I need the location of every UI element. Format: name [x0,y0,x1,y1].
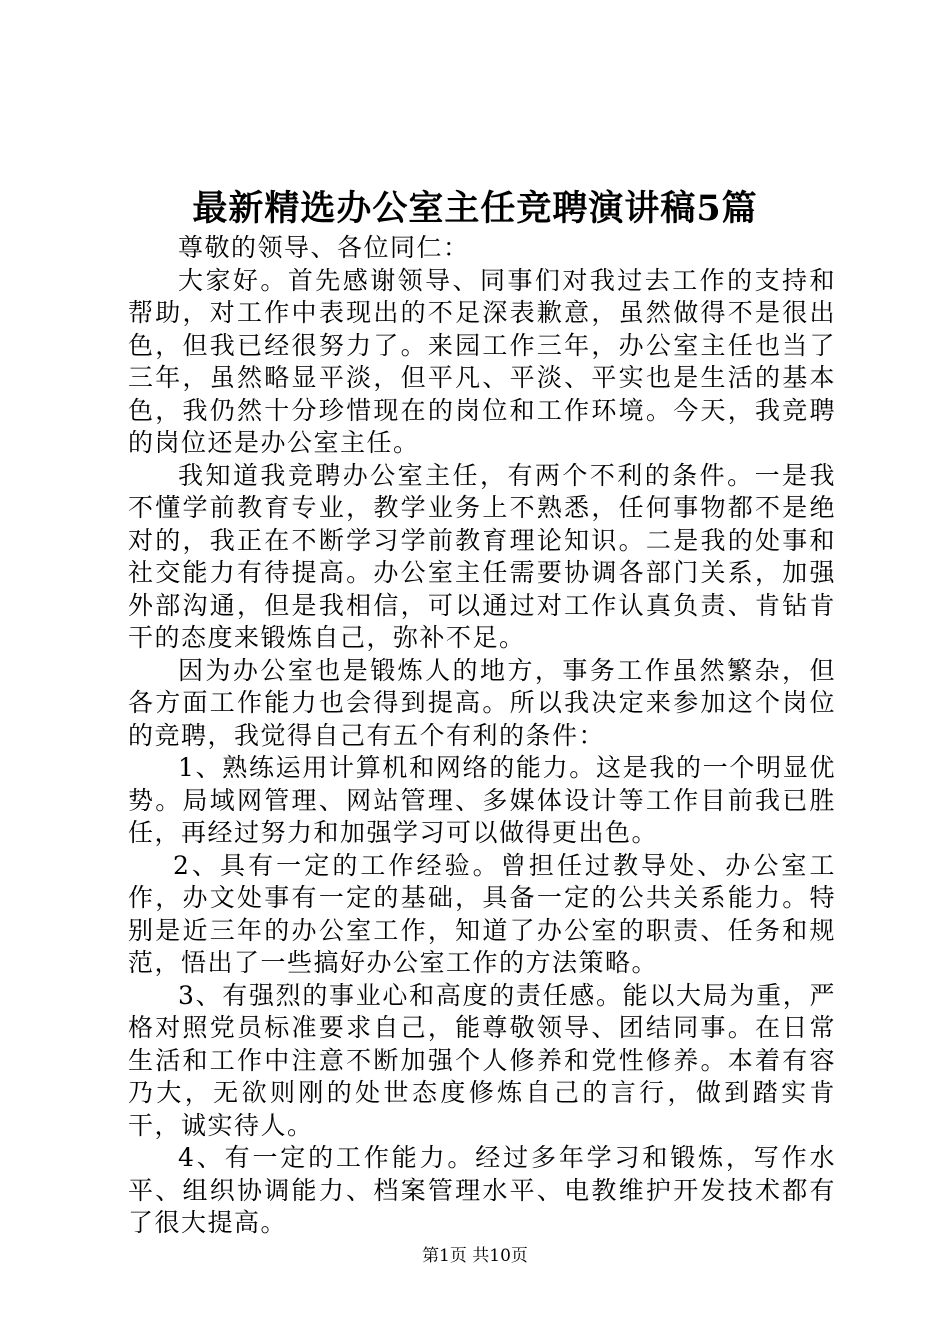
advantage-item-3: 3、有强烈的事业心和高度的责任感。能以大局为重，严格对照党员标准要求自己，能尊敬领导、团结同事。在日常生活和工作中注意不断加强个人修养和党性修养。本着有容乃大，无欲则刚的处世态度修炼自己的言行，做到踏实肯干，诚实待人。 [128,980,836,1140]
document-body [128,232,836,1240]
salutation-paragraph: 尊敬的领导、各位同仁： [178,233,470,262]
page-number-footer: 第1页 共10页 [422,1246,528,1266]
advantage-item-1: 1、熟练运用计算机和网络的能力。这是我的一个明显优势。局域网管理、网站管理、多媒体设计等工作目前我已胜任，再经过努力和加强学习可以做得更出色。 [128,753,836,847]
motivation-paragraph: 因为办公室也是锻炼人的地方，事务工作虽然繁杂，但各方面工作能力也会得到提高。所以我决定来参加这个岗位的竞聘，我觉得自己有五个有利的条件： [128,655,836,750]
weakness-paragraph: 我知道我竞聘办公室主任，有两个不利的条件。一是我不懂学前教育专业，教学业务上不熟悉，任何事物都不是绝对的，我正在不断学习学前教育理论知识。二是我的处事和社交能力有待提高。办公室主任需要协调各部门关系，加强外部沟通，但是我相信，可以通过对工作认真负责、肯钻肯干的态度来锻炼自己，弥补不足。 [128,460,836,652]
document-title: 最新精选办公室主任竞聘演讲稿5篇 [192,188,758,229]
greeting-paragraph: 大家好。首先感谢领导、同事们对我过去工作的支持和帮助，对工作中表现出的不足深表歉意，虽然做得不是很出色，但我已经很努力了。来园工作三年，办公室主任也当了三年，虽然略显平淡，但平凡、平淡、平实也是生活的基本色，我仍然十分珍惜现在的岗位和工作环境。今天，我竞聘的岗位还是办公室主任。 [128,265,836,457]
advantage-item-2: 2、具有一定的工作经验。曾担任过教导处、办公室工作，办文处事有一定的基础，具备一定的公共关系能力。特别是近三年的办公室工作，知道了办公室的职责、任务和规范，悟出了一些搞好办公室工作的方法策略。 [128,850,836,977]
advantage-item-4: 4、有一定的工作能力。经过多年学习和锻炼，写作水平、组织协调能力、档案管理水平、电教维护开发技术都有了很大提高。 [128,1143,836,1237]
